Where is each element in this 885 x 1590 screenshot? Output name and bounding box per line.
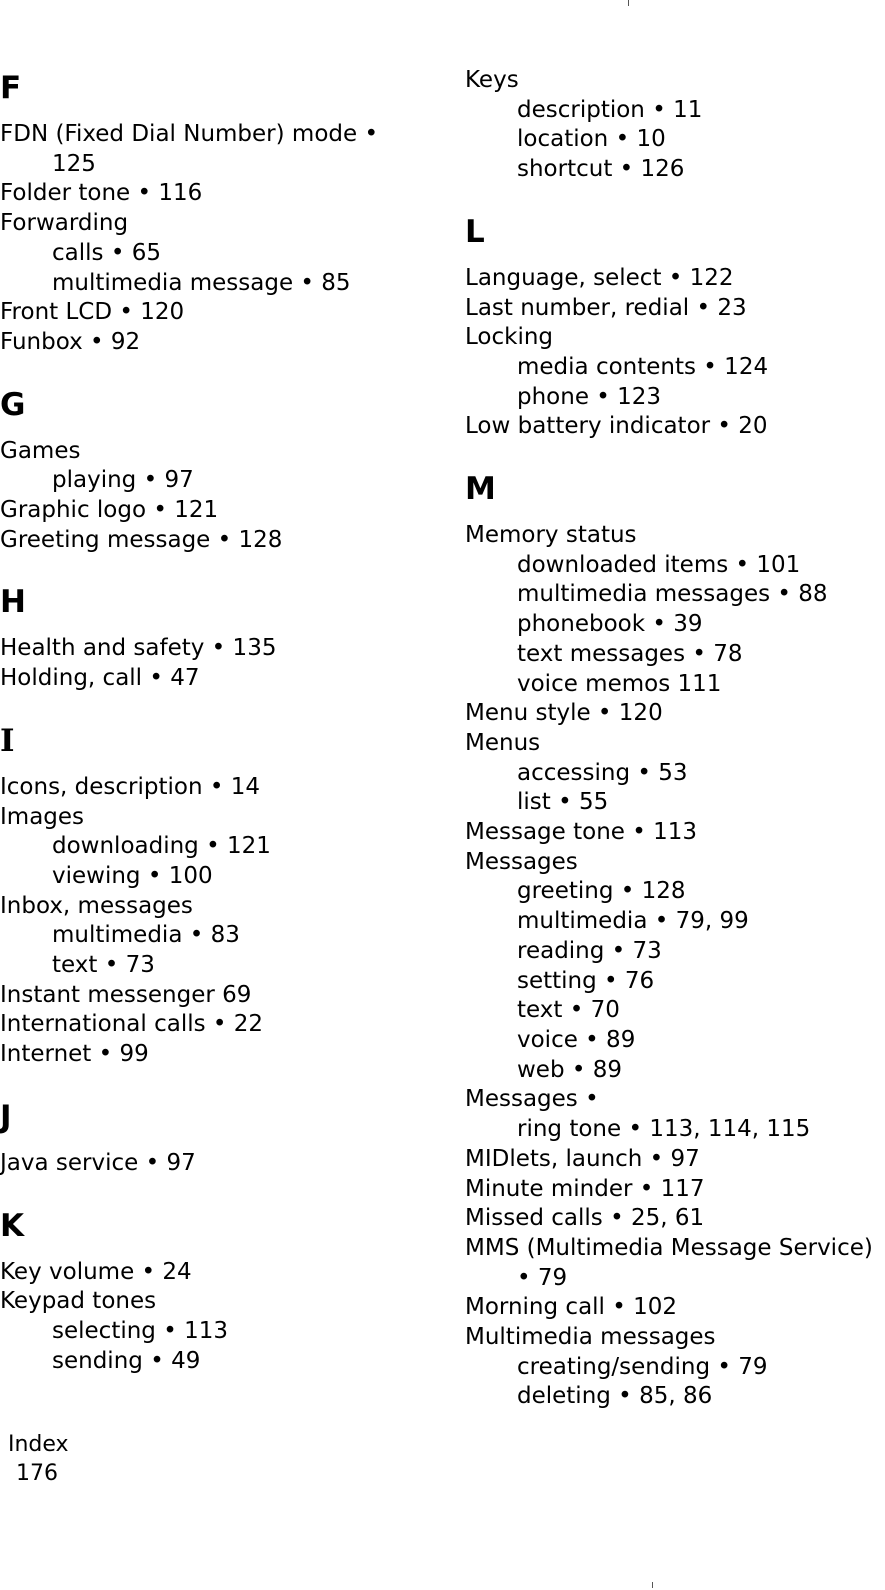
index-entry: Messages • bbox=[465, 1086, 599, 1113]
index-entry: FDN (Fixed Dial Number) mode • bbox=[0, 121, 379, 147]
index-entry: Java service • 97 bbox=[0, 1149, 196, 1176]
footer-section-label: Index bbox=[8, 1432, 69, 1457]
index-subentry: text • 73 bbox=[52, 952, 155, 979]
index-section bbox=[0, 1204, 420, 1377]
index-subentry: location • 10 bbox=[517, 126, 666, 153]
index-entry: Holding, call • 47 bbox=[0, 665, 200, 692]
index-subentry: playing • 97 bbox=[52, 467, 194, 494]
index-entry: Minute minder • 117 bbox=[465, 1175, 705, 1202]
index-subentry: downloaded items • 101 bbox=[517, 551, 801, 578]
index-subentry: ring tone • 113, 114, 115 bbox=[517, 1116, 811, 1143]
section-letter-heading: M bbox=[465, 471, 496, 508]
index-entry: Menus bbox=[465, 729, 541, 756]
index-column-left bbox=[0, 66, 420, 1376]
section-letter-heading: I bbox=[0, 722, 15, 759]
index-entry: Messages bbox=[465, 848, 578, 875]
index-subentry: reading • 73 bbox=[517, 937, 662, 964]
index-entry: Message tone • 113 bbox=[465, 819, 698, 846]
index-entry: Instant messenger 69 bbox=[0, 981, 252, 1008]
index-entry: Missed calls • 25, 61 bbox=[465, 1205, 705, 1232]
index-subentry: voice memos 111 bbox=[517, 670, 722, 697]
scan-mark bbox=[652, 1582, 653, 1588]
section-gap bbox=[0, 1070, 420, 1095]
index-subentry: multimedia messages • 88 bbox=[517, 581, 828, 608]
index-entry: Last number, redial • 23 bbox=[465, 294, 747, 321]
index-entry: International calls • 22 bbox=[0, 1011, 264, 1038]
section-gap bbox=[0, 1179, 420, 1204]
index-subentry: greeting • 128 bbox=[517, 878, 686, 905]
index-subentry: multimedia • 79, 99 bbox=[517, 908, 749, 935]
section-gap bbox=[465, 442, 885, 467]
index-entry: Games bbox=[0, 437, 81, 464]
index-entry: Internet • 99 bbox=[0, 1041, 149, 1068]
index-subentry: selecting • 113 bbox=[52, 1317, 228, 1344]
index-section bbox=[465, 66, 885, 185]
index-section bbox=[0, 66, 420, 358]
index-subentry: deleting • 85, 86 bbox=[517, 1383, 713, 1410]
index-subentry: setting • 76 bbox=[517, 967, 655, 994]
index-subentry: 125 bbox=[52, 150, 96, 177]
section-letter-heading: G bbox=[0, 386, 26, 423]
index-subentry: list • 55 bbox=[517, 789, 609, 816]
index-entry: Language, select • 122 bbox=[465, 264, 734, 291]
index-subentry: web • 89 bbox=[517, 1056, 623, 1083]
index-section bbox=[0, 383, 420, 556]
index-section bbox=[0, 580, 420, 693]
index-subentry: media contents • 124 bbox=[517, 353, 769, 380]
index-entry: Keys bbox=[465, 67, 519, 93]
index-entry: Inbox, messages bbox=[0, 892, 193, 919]
index-subentry: viewing • 100 bbox=[52, 862, 213, 889]
index-subentry: text • 70 bbox=[517, 997, 620, 1024]
index-subentry: description • 11 bbox=[517, 96, 703, 123]
index-entry: Keypad tones bbox=[0, 1288, 157, 1315]
index-subentry: sending • 49 bbox=[52, 1347, 201, 1374]
index-entry: MIDlets, launch • 97 bbox=[465, 1145, 700, 1172]
index-subentry: calls • 65 bbox=[52, 239, 161, 266]
index-entry: Multimedia messages bbox=[465, 1324, 716, 1351]
index-subentry: accessing • 53 bbox=[517, 759, 688, 786]
section-gap bbox=[0, 358, 420, 383]
section-letter-heading: K bbox=[0, 1207, 25, 1244]
index-subentry: phonebook • 39 bbox=[517, 611, 703, 638]
index-subentry: shortcut • 126 bbox=[517, 156, 685, 183]
index-subentry: creating/sending • 79 bbox=[517, 1353, 768, 1380]
index-entry: Icons, description • 14 bbox=[0, 773, 261, 800]
section-letter-heading: J bbox=[0, 1098, 12, 1135]
page-footer bbox=[8, 1430, 69, 1488]
index-subentry: phone • 123 bbox=[517, 383, 662, 410]
index-subentry: • 79 bbox=[517, 1264, 568, 1291]
section-gap bbox=[0, 555, 420, 580]
footer-page-number: 176 bbox=[16, 1461, 58, 1486]
index-entry: Morning call • 102 bbox=[465, 1294, 678, 1321]
index-subentry: multimedia message • 85 bbox=[52, 269, 351, 296]
index-entry: MMS (Multimedia Message Service) bbox=[465, 1234, 873, 1261]
index-section bbox=[465, 467, 885, 1412]
section-letter-heading: L bbox=[465, 213, 485, 250]
index-entry: Graphic logo • 121 bbox=[0, 497, 219, 524]
index-section bbox=[465, 210, 885, 442]
index-entry: Locking bbox=[465, 324, 554, 351]
index-entry: Images bbox=[0, 803, 85, 830]
index-entry: Funbox • 92 bbox=[0, 328, 141, 355]
section-gap bbox=[465, 185, 885, 210]
index-entry: Folder tone • 116 bbox=[0, 180, 203, 207]
index-section bbox=[0, 719, 420, 1070]
index-entry: Key volume • 24 bbox=[0, 1258, 192, 1285]
index-subentry: multimedia • 83 bbox=[52, 922, 240, 949]
index-entry: Memory status bbox=[465, 522, 637, 549]
index-entry: Menu style • 120 bbox=[465, 700, 663, 727]
index-entry: Front LCD • 120 bbox=[0, 299, 185, 326]
index-subentry: text messages • 78 bbox=[517, 640, 743, 667]
index-entry: Forwarding bbox=[0, 210, 129, 237]
scan-mark bbox=[628, 0, 629, 6]
index-entry: Low battery indicator • 20 bbox=[465, 413, 768, 440]
index-subentry: downloading • 121 bbox=[52, 833, 271, 860]
section-letter-heading: H bbox=[0, 584, 26, 621]
section-gap bbox=[0, 694, 420, 719]
index-entry: Health and safety • 135 bbox=[0, 635, 277, 662]
index-column-right bbox=[465, 66, 885, 1412]
index-subentry: voice • 89 bbox=[517, 1026, 636, 1053]
section-letter-heading: F bbox=[0, 70, 22, 106]
index-section bbox=[0, 1095, 420, 1179]
index-entry: Greeting message • 128 bbox=[0, 526, 283, 553]
